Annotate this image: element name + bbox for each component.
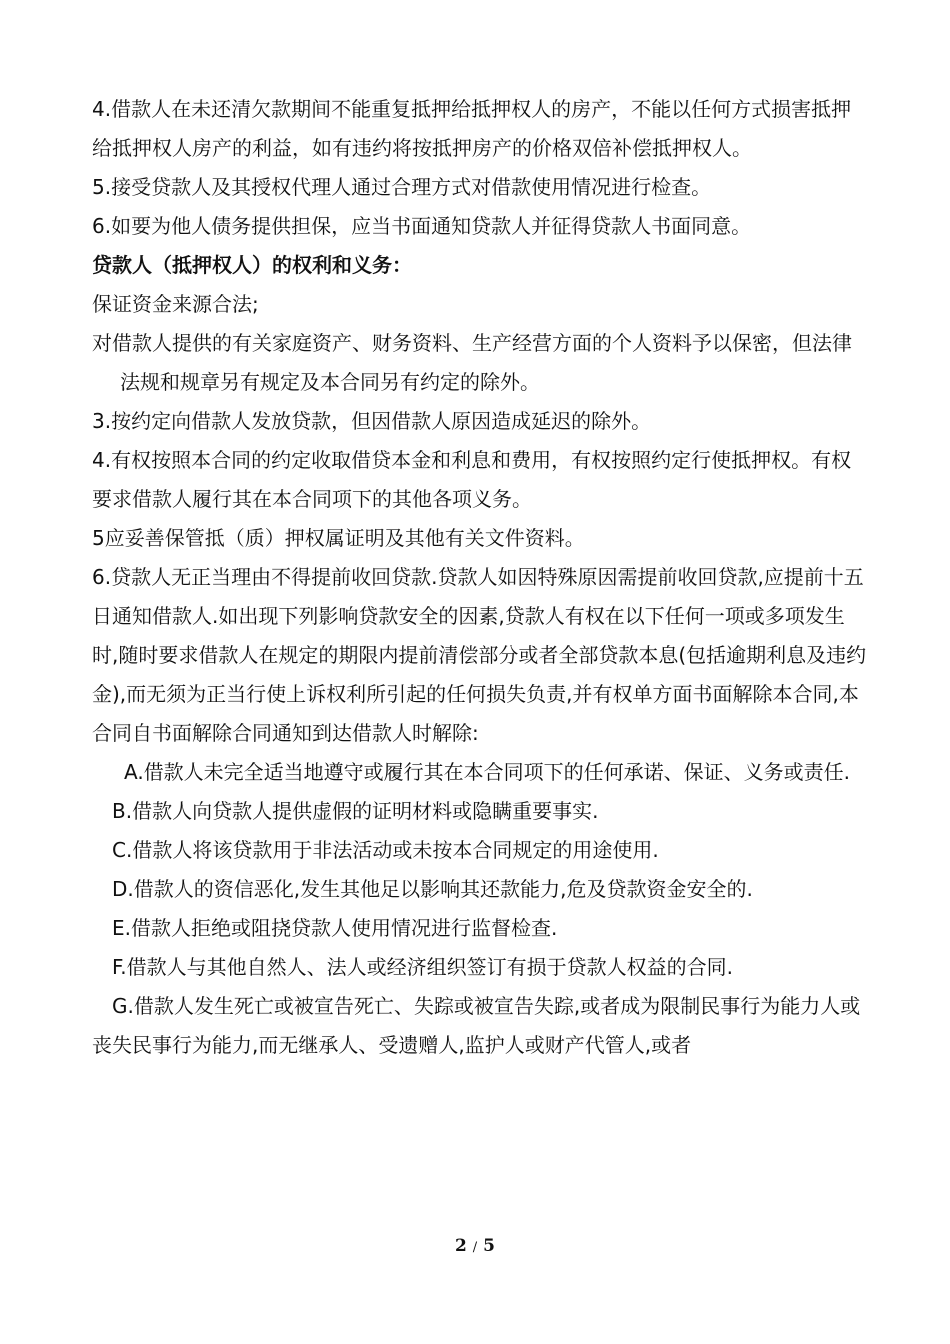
list-item-c: C.借款人将该贷款用于非法活动或未按本合同规定的用途使用. bbox=[112, 838, 659, 862]
paragraph-clause-4: 4.借款人在未还清欠款期间不能重复抵押给抵押权人的房产，不能以任何方式损害抵押给抵押权人房产的利益，如有违约将按抵押房产的价格双倍补偿抵押权人。 bbox=[92, 97, 852, 160]
paragraph-clause-5: 5.接受贷款人及其授权代理人通过合理方式对借款使用情况进行检查。 bbox=[92, 175, 712, 199]
list-item-f: F.借款人与其他自然人、法人或经济组织签订有损于贷款人权益的合同. bbox=[112, 955, 734, 979]
list-item-a: A.借款人未完全适当地遵守或履行其在本合同项下的任何承诺、保证、义务或责任. bbox=[124, 760, 851, 784]
list-item-g: G.借款人发生死亡或被宣告死亡、失踪或被宣告失踪,或者成为限制民事行为能力人或丧失民事行为能力,而无继承人、受遗赠人,监护人或财产代管人,或者 bbox=[92, 994, 861, 1057]
page-number bbox=[0, 1236, 950, 1256]
list-item-e: E.借款人拒绝或阻挠贷款人使用情况进行监督检查. bbox=[112, 916, 558, 940]
section-heading-lender-rights: 贷款人（抵押权人）的权利和义务： bbox=[92, 253, 412, 277]
page-separator: / bbox=[472, 1240, 478, 1255]
paragraph-lender-2: 对借款人提供的有关家庭资产、财务资料、生产经营方面的个人资料予以保密，但法律法规和规章另有规定及本合同另有约定的除外。 bbox=[92, 331, 852, 394]
list-item-d: D.借款人的资信恶化,发生其他足以影响其还款能力,危及贷款资金安全的. bbox=[112, 877, 753, 901]
paragraph-lender-6: 6.贷款人无正当理由不得提前收回贷款.贷款人如因特殊原因需提前收回贷款,应提前十五日通知借款人.如出现下列影响贷款安全的因素,贷款人有权在以下任何一项或多项发生时,随时要求借款人在规定的期限内提前清偿部分或者全部贷款本息(包括逾期利息及违约金),而无须为正当行使上诉权利所引起的任何损失负责,并有权单方面书面解除本合同,本合同自书面解除合同通知到达借款人时解除: bbox=[92, 565, 867, 745]
document-body bbox=[92, 90, 867, 1065]
paragraph-lender-5: 5应妥善保管抵（质）押权属证明及其他有关文件资料。 bbox=[92, 526, 585, 550]
paragraph-clause-6: 6.如要为他人债务提供担保，应当书面通知贷款人并征得贷款人书面同意。 bbox=[92, 214, 752, 238]
paragraph-lender-4: 4.有权按照本合同的约定收取借贷本金和利息和费用，有权按照约定行使抵押权。有权要求借款人履行其在本合同项下的其他各项义务。 bbox=[92, 448, 852, 511]
total-page-count: 5 bbox=[483, 1236, 495, 1256]
paragraph-lender-1: 保证资金来源合法; bbox=[92, 292, 259, 316]
current-page-number: 2 bbox=[455, 1236, 467, 1256]
list-item-b: B.借款人向贷款人提供虚假的证明材料或隐瞒重要事实. bbox=[112, 799, 599, 823]
paragraph-lender-3: 3.按约定向借款人发放贷款，但因借款人原因造成延迟的除外。 bbox=[92, 409, 652, 433]
